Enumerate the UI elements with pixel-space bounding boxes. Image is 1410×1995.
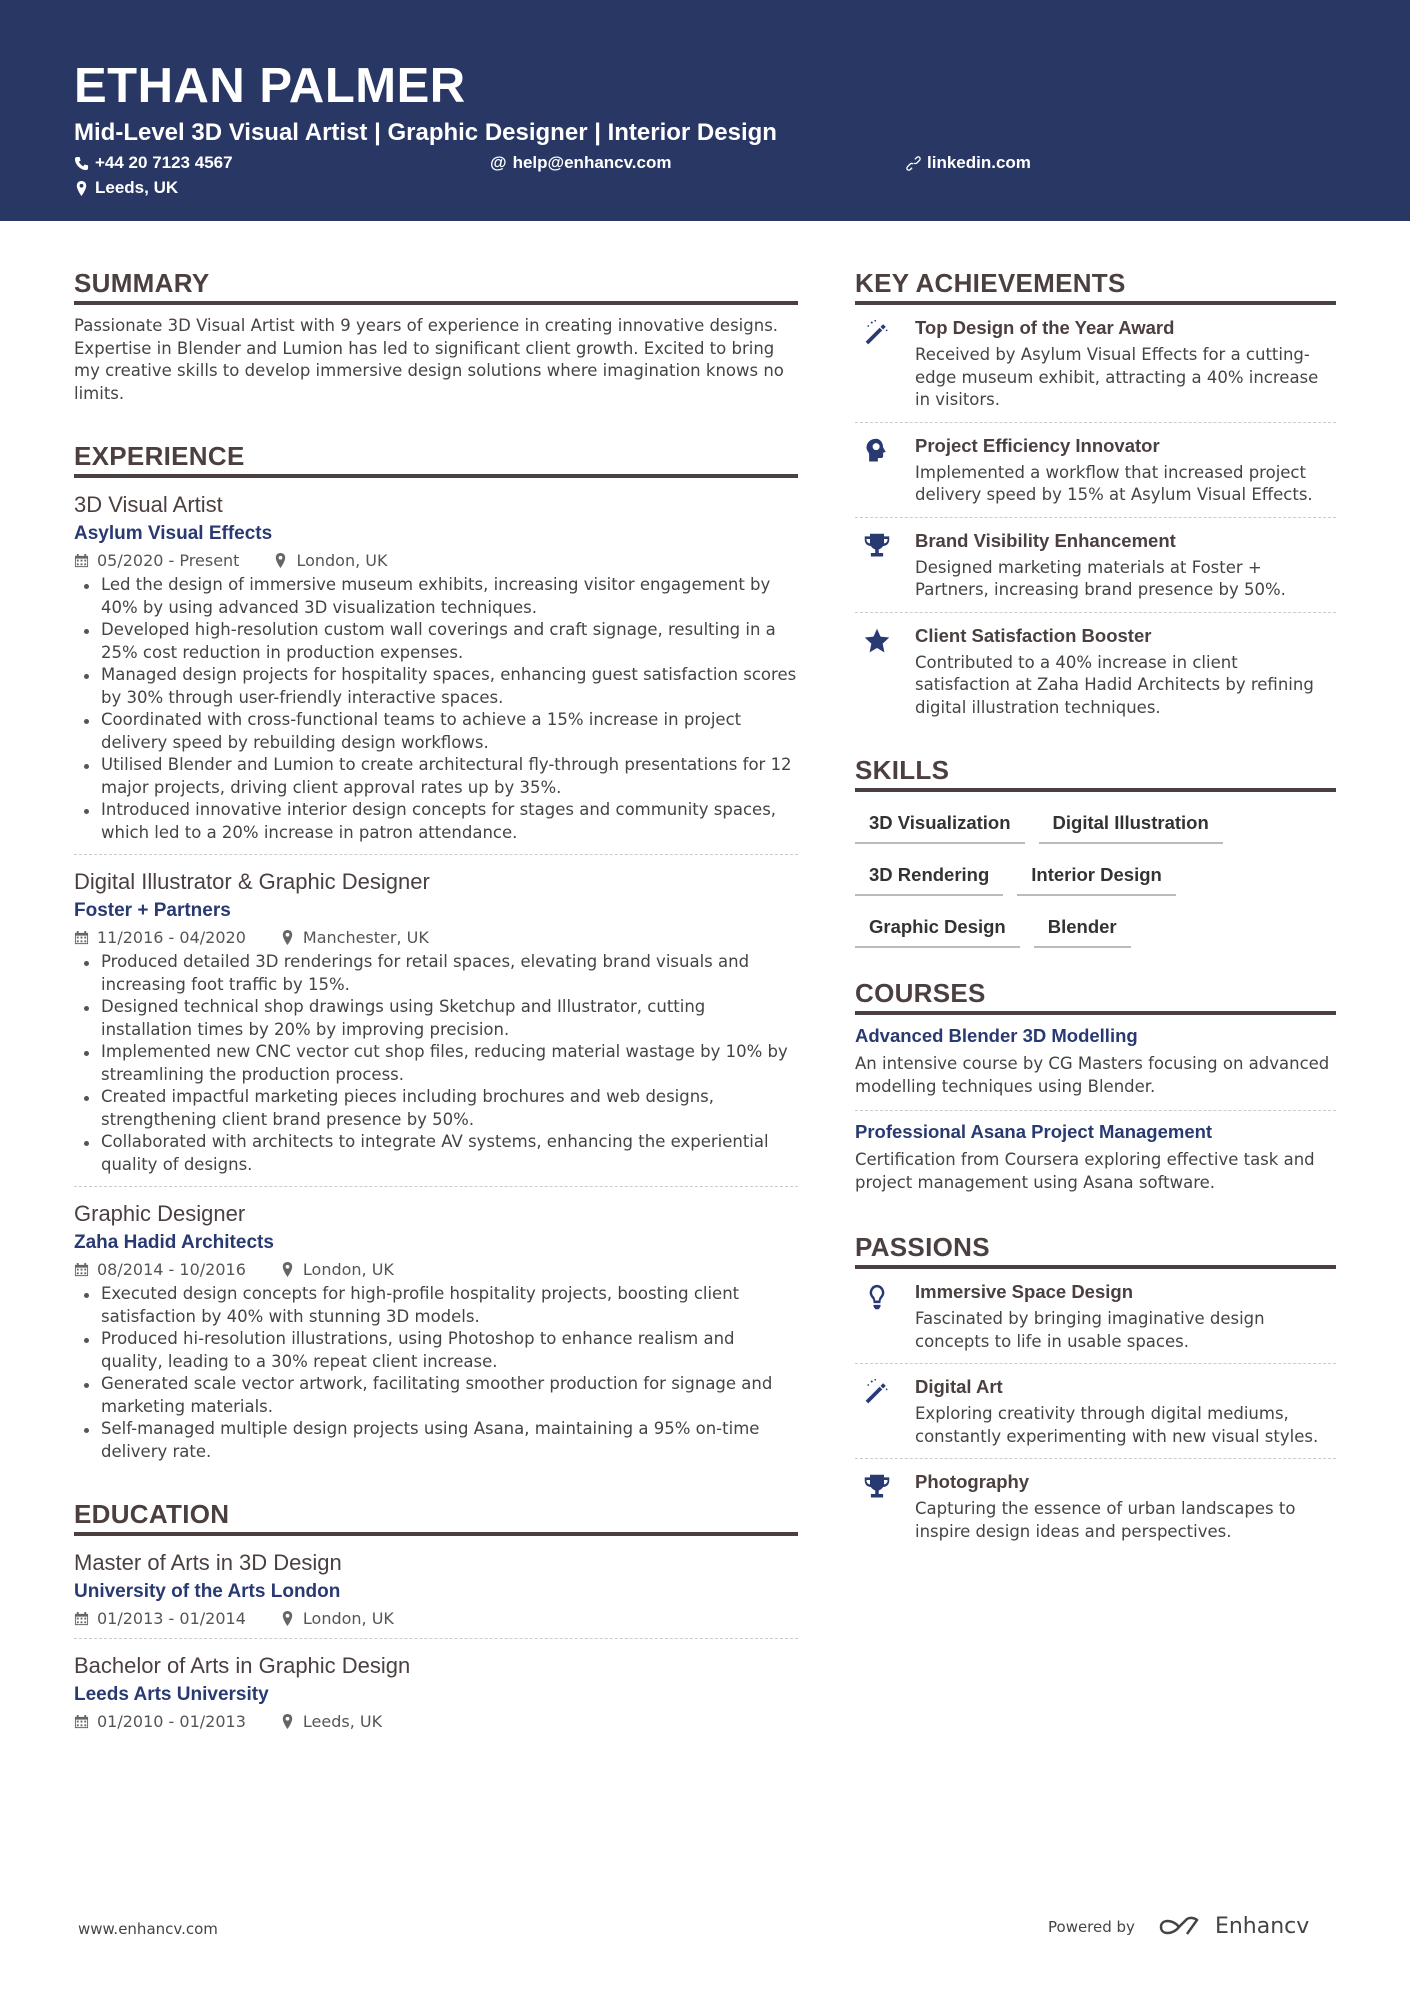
- icon-wrap: [855, 1281, 915, 1353]
- trophy-icon: [863, 532, 891, 560]
- job-title: Digital Illustrator & Graphic Designer: [74, 869, 430, 895]
- website-contact[interactable]: [906, 153, 1031, 173]
- location: Leeds, UK: [302, 1712, 383, 1732]
- bullet-item: Produced hi-resolution illustrations, using Photoshop to enhance realism and quality, leading to a 30% repeat client increase.: [74, 1328, 798, 1373]
- achievement-item: [855, 518, 1336, 613]
- date-range: 01/2010 - 01/2013: [97, 1712, 246, 1732]
- skill-tag: Blender: [1034, 910, 1131, 948]
- location: London, UK: [302, 1609, 394, 1629]
- trophy-icon: [863, 1473, 891, 1501]
- map-pin-icon: [74, 181, 89, 196]
- star-icon: [863, 627, 891, 655]
- map-pin-icon: [280, 1262, 295, 1277]
- section-title: PASSIONS: [855, 1232, 1336, 1269]
- map-pin-icon: [280, 930, 295, 945]
- course-list: [855, 1015, 1336, 1206]
- item-description: Fascinated by bringing imaginative design concepts to life in usable spaces.: [915, 1309, 1265, 1351]
- course-item: [855, 1111, 1336, 1206]
- bullet-item: Collaborated with architects to integrate AV systems, enhancing the experiential quality of designs.: [74, 1131, 798, 1176]
- achievement-item: [855, 423, 1336, 518]
- course-title: Professional Asana Project Management: [855, 1121, 1213, 1142]
- text-block: [915, 317, 1336, 412]
- date-location-row: [74, 928, 798, 947]
- bullet-item: Produced detailed 3D renderings for retail spaces, elevating brand visuals and increasing foot traffic by 15%.: [74, 951, 798, 996]
- item-description: Exploring creativity through digital mediums, constantly experimenting with new visual styles.: [915, 1404, 1319, 1446]
- bullet-item: Executed design concepts for high-profile hospitality projects, boosting client satisfaction by 40% with stunning 3D models.: [74, 1283, 798, 1328]
- item-description: Contributed to a 40% increase in client satisfaction at Zaha Hadid Architects by refining digital illustration techniques.: [915, 652, 1314, 717]
- bullet-item: Implemented new CNC vector cut shop files, reducing material wastage by 10% by streamlining the production process.: [74, 1041, 798, 1086]
- brand-name: Enhancv: [1214, 1914, 1310, 1939]
- location: London, UK: [302, 1260, 394, 1280]
- education-section: [74, 1499, 798, 1741]
- education-entry: [74, 1536, 798, 1639]
- date-range: 05/2020 - Present: [97, 551, 240, 571]
- location: Manchester, UK: [302, 928, 429, 948]
- footer-website[interactable]: www.enhancv.com: [78, 1920, 218, 1938]
- section-title: KEY ACHIEVEMENTS: [855, 268, 1336, 305]
- bullet-item: Developed high-resolution custom wall coverings and craft signage, resulting in a 25% cost reduction in production expenses.: [74, 619, 798, 664]
- text-block: [915, 1376, 1336, 1448]
- head-icon: [863, 437, 891, 465]
- lightbulb-icon: [863, 1283, 891, 1311]
- passion-item: [855, 1269, 1336, 1364]
- skill-tag: Interior Design: [1017, 858, 1176, 896]
- job-entry: [74, 478, 798, 855]
- job-title: 3D Visual Artist: [74, 492, 223, 518]
- passion-item: [855, 1459, 1336, 1553]
- bullet-list: [74, 951, 798, 1176]
- skills-section: [855, 755, 1336, 948]
- skill-list: [855, 806, 1336, 948]
- item-description: Designed marketing materials at Foster + Partners, increasing brand presence by 50%.: [915, 557, 1286, 599]
- link-icon: [906, 156, 921, 171]
- footer-branding: [1048, 1914, 1309, 1939]
- course-title: Advanced Blender 3D Modelling: [855, 1025, 1138, 1046]
- date-location-row: [74, 1260, 798, 1279]
- section-title: EXPERIENCE: [74, 441, 798, 478]
- job-entry: [74, 855, 798, 1187]
- section-title: SKILLS: [855, 755, 1336, 792]
- icon-wrap: [855, 435, 915, 507]
- section-title: EDUCATION: [74, 1499, 798, 1536]
- magic-wand-icon: [863, 1378, 891, 1406]
- date-range: 01/2013 - 01/2014: [97, 1609, 246, 1629]
- candidate-title: Mid-Level 3D Visual Artist | Graphic Designer | Interior Design: [74, 119, 777, 146]
- map-pin-icon: [280, 1611, 295, 1626]
- icon-wrap: [855, 317, 915, 412]
- company-name: Foster + Partners: [74, 900, 231, 922]
- bullet-item: Coordinated with cross-functional teams to achieve a 15% increase in project delivery speed by rebuilding design workflows.: [74, 709, 798, 754]
- passions-section: [855, 1232, 1336, 1553]
- item-title: Digital Art: [915, 1376, 1003, 1397]
- text-block: [915, 625, 1336, 720]
- summary-text: Passionate 3D Visual Artist with 9 years of experience in creating innovative designs. Expertise in Blender and Lumion has led to significant client growth. Excited to bring my creative skills to develop immersive design solutions where imagination knows no limits.: [74, 316, 784, 403]
- bullet-item: Introduced innovative interior design concepts for stages and community spaces, which led to a 20% increase in patron attendance.: [74, 799, 798, 844]
- bullet-item: Created impactful marketing pieces including brochures and web designs, strengthening client brand presence by 50%.: [74, 1086, 798, 1131]
- icon-wrap: [855, 530, 915, 602]
- item-title: Top Design of the Year Award: [915, 317, 1175, 338]
- item-title: Immersive Space Design: [915, 1281, 1133, 1302]
- calendar-icon: [74, 553, 89, 568]
- website-link[interactable]: linkedin.com: [927, 153, 1031, 172]
- item-title: Photography: [915, 1471, 1030, 1492]
- email-contact[interactable]: [490, 153, 672, 173]
- calendar-icon: [74, 1262, 89, 1277]
- bullet-item: Designed technical shop drawings using Sketchup and Illustrator, cutting installation times by 20% by improving precision.: [74, 996, 798, 1041]
- company-name: Asylum Visual Effects: [74, 523, 273, 545]
- item-title: Brand Visibility Enhancement: [915, 529, 1176, 551]
- icon-wrap: [855, 1471, 915, 1543]
- item-description: Implemented a workflow that increased project delivery speed by 15% at Asylum Visual Effects.: [915, 462, 1313, 504]
- skill-tag: Graphic Design: [855, 910, 1020, 948]
- at-icon: @: [490, 153, 507, 172]
- icon-wrap: [855, 625, 915, 720]
- infinity-logo-icon: [1157, 1915, 1203, 1939]
- icon-wrap: [855, 1376, 915, 1448]
- text-block: [915, 530, 1336, 602]
- calendar-icon: [74, 1714, 89, 1729]
- item-title: Client Satisfaction Booster: [915, 624, 1152, 646]
- course-description: Certification from Coursera exploring effective task and project management using Asana software.: [855, 1150, 1315, 1192]
- skill-tag: Digital Illustration: [1039, 806, 1223, 844]
- location-contact: [74, 178, 178, 198]
- job-entry: [74, 1187, 798, 1473]
- bullet-item: Generated scale vector artwork, facilitating smoother production for signage and marketing materials.: [74, 1373, 798, 1418]
- item-title: Project Efficiency Innovator: [915, 434, 1160, 456]
- summary-section: [74, 268, 798, 405]
- map-pin-icon: [280, 1714, 295, 1729]
- achievement-item: [855, 305, 1336, 423]
- degree: Bachelor of Arts in Graphic Design: [74, 1653, 411, 1679]
- email-link[interactable]: help@enhancv.com: [512, 153, 672, 172]
- bullet-item: Utilised Blender and Lumion to create architectural fly-through presentations for 12 major projects, driving client approval rates up by 35%.: [74, 754, 798, 799]
- course-description: An intensive course by CG Masters focusing on advanced modelling techniques using Blender.: [855, 1054, 1330, 1096]
- bullet-item: Managed design projects for hospitality spaces, enhancing guest satisfaction scores by 30% through user-friendly interactive spaces.: [74, 664, 798, 709]
- date-location-row: [74, 1609, 798, 1628]
- section-title: COURSES: [855, 978, 1336, 1015]
- text-block: [915, 435, 1336, 507]
- magic-wand-icon: [863, 319, 891, 347]
- text-block: [915, 1471, 1336, 1543]
- degree: Master of Arts in 3D Design: [74, 1550, 342, 1576]
- item-description: Capturing the essence of urban landscapes to inspire design ideas and perspectives.: [915, 1499, 1296, 1541]
- location-text: Leeds, UK: [95, 178, 179, 197]
- text-block: [915, 1281, 1336, 1353]
- passion-item: [855, 1364, 1336, 1459]
- right-column: [855, 268, 1336, 1553]
- education-list: [74, 1536, 798, 1741]
- location: London, UK: [296, 551, 388, 571]
- date-range: 08/2014 - 10/2016: [97, 1260, 246, 1280]
- calendar-icon: [74, 1611, 89, 1626]
- bullet-item: Self-managed multiple design projects using Asana, maintaining a 95% on-time delivery rate.: [74, 1418, 798, 1463]
- courses-section: [855, 978, 1336, 1206]
- date-range: 11/2016 - 04/2020: [97, 928, 246, 948]
- date-location-row: [74, 551, 798, 570]
- map-pin-icon: [273, 553, 288, 568]
- powered-by-text: Powered by: [1048, 1917, 1135, 1936]
- passion-list: [855, 1269, 1336, 1553]
- left-column: [74, 268, 798, 1741]
- section-title: SUMMARY: [74, 268, 798, 305]
- achievements-section: [855, 268, 1336, 729]
- phone-icon: [74, 156, 89, 171]
- school-name: Leeds Arts University: [74, 1684, 269, 1706]
- item-description: Received by Asylum Visual Effects for a cutting-edge museum exhibit, attracting a 40% increase in visitors.: [915, 345, 1319, 409]
- course-item: [855, 1015, 1336, 1111]
- education-entry: [74, 1639, 798, 1741]
- job-title: Graphic Designer: [74, 1201, 246, 1227]
- bullet-list: [74, 1283, 798, 1463]
- skill-tag: 3D Rendering: [855, 858, 1003, 896]
- bullet-item: Led the design of immersive museum exhibits, increasing visitor engagement by 40% by using advanced 3D visualization techniques.: [74, 574, 798, 619]
- achievement-list: [855, 305, 1336, 729]
- calendar-icon: [74, 930, 89, 945]
- date-location-row: [74, 1712, 798, 1731]
- phone-contact: [74, 153, 233, 173]
- resume-header: [0, 0, 1410, 221]
- enhancv-logo[interactable]: [1157, 1914, 1309, 1939]
- experience-section: [74, 441, 798, 1473]
- company-name: Zaha Hadid Architects: [74, 1232, 274, 1254]
- candidate-name: ETHAN PALMER: [74, 59, 466, 113]
- skill-tag: 3D Visualization: [855, 806, 1025, 844]
- bullet-list: [74, 574, 798, 844]
- school-name: University of the Arts London: [74, 1581, 341, 1603]
- achievement-item: [855, 613, 1336, 730]
- job-list: [74, 478, 798, 1473]
- phone-text: +44 20 7123 4567: [95, 153, 233, 172]
